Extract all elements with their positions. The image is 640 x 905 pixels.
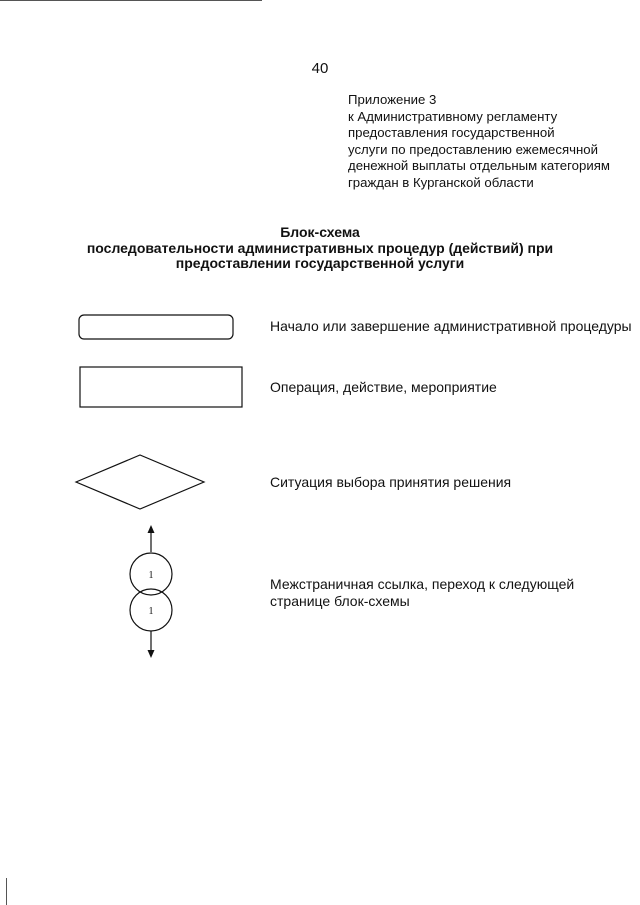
legend-connector-text	[270, 576, 574, 609]
legend-terminator-text: Начало или завершение административной процедуры	[270, 318, 632, 334]
connector-shape	[125, 524, 177, 660]
title-line: предоставлении государственной услуги	[175, 255, 465, 271]
legend-connector-line: странице блок-схемы	[270, 592, 410, 609]
appendix-line: граждан в Курганской области	[348, 174, 534, 190]
margin-rule	[6, 878, 7, 905]
connector-bottom-label: 1	[148, 606, 154, 617]
appendix-line: предоставления государственной	[348, 125, 555, 140]
title-line: Блок-схема	[280, 224, 360, 240]
legend-process-text: Операция, действие, мероприятие	[270, 379, 497, 395]
appendix-line: услуги по предоставлению ежемесячной	[348, 141, 598, 157]
appendix-header	[348, 92, 610, 191]
page-number: 40	[311, 60, 329, 77]
decision-shape	[75, 454, 205, 510]
process-shape	[79, 366, 243, 408]
connector-top-label: 1	[148, 570, 154, 581]
title-line: последовательности административных процедур (действий) при	[86, 239, 554, 256]
document-title	[0, 225, 640, 272]
appendix-line: денежной выплаты отдельным категориям	[348, 158, 610, 173]
legend-decision-text: Ситуация выбора принятия решения	[270, 474, 512, 490]
top-rule	[0, 0, 262, 1]
appendix-line: к Административному регламенту	[348, 108, 558, 124]
legend-connector-line: Межстраничная ссылка, переход к следующей	[270, 576, 575, 592]
appendix-line: Приложение 3	[348, 92, 437, 107]
terminator-shape	[78, 314, 234, 340]
